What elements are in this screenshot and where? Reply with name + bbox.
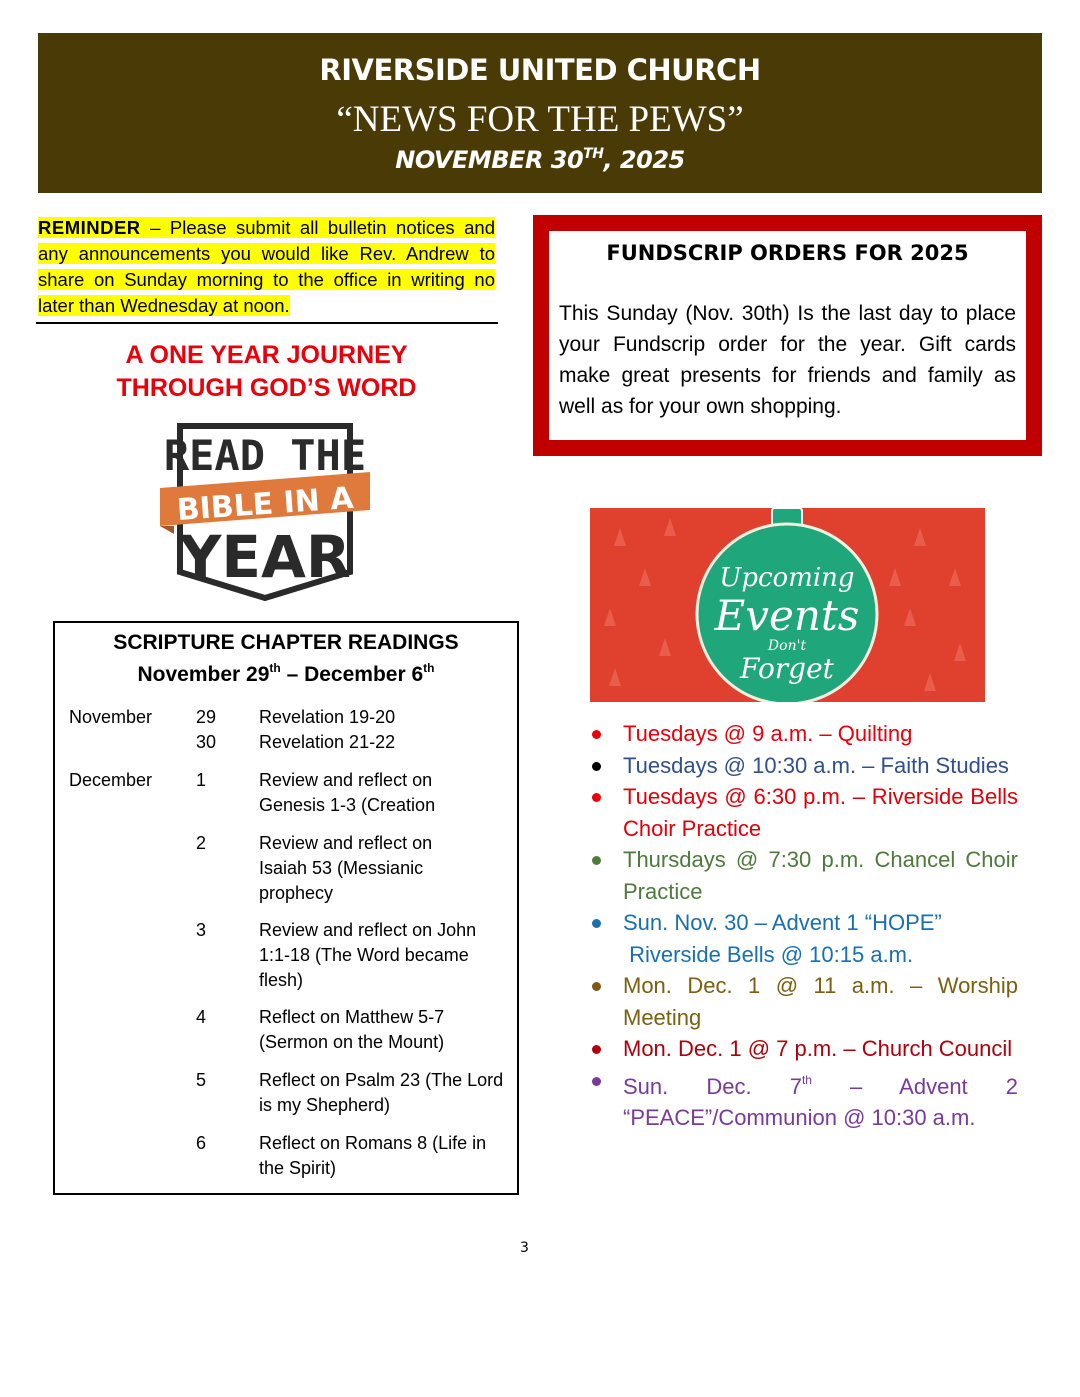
reading-text: Review and reflect on Genesis 1-3 (Creation xyxy=(259,770,436,815)
event-text: Mon. Dec. 1 @ 11 a.m. – Worship Meeting xyxy=(623,973,1018,1030)
readings-date-range xyxy=(55,661,517,687)
event-item xyxy=(590,750,1018,782)
issue-date-sup: TH xyxy=(583,146,604,162)
reading-day: 6 xyxy=(196,1133,207,1153)
bullet-icon xyxy=(592,919,601,928)
events-list xyxy=(590,718,1018,1134)
journey-line-1: A ONE YEAR JOURNEY xyxy=(125,341,408,369)
bullet-icon xyxy=(592,856,601,865)
range-end: – December 6 xyxy=(280,663,424,686)
event-item xyxy=(590,970,1018,1033)
logo-line-1: READ THE xyxy=(163,431,367,480)
event-item xyxy=(590,1033,1018,1065)
fundscrip-title: FUNDSCRIP ORDERS FOR 2025 xyxy=(606,241,969,265)
event-text: Thursdays @ 7:30 p.m. Chancel Choir Practice xyxy=(623,847,1018,904)
reminder-notice xyxy=(38,215,495,319)
reminder-lead: REMINDER xyxy=(38,217,141,238)
range-start-sup: th xyxy=(269,661,281,675)
issue-date xyxy=(38,146,1042,174)
banner-line-1: Upcoming xyxy=(719,563,855,593)
range-start: November 29 xyxy=(137,663,270,686)
reading-day: 5 xyxy=(196,1070,207,1090)
newsletter-title: “NEWS FOR THE PEWS” xyxy=(336,99,744,140)
event-item xyxy=(590,907,1018,970)
event-text: Mon. Dec. 1 @ 7 p.m. – Church Council xyxy=(623,1036,1013,1061)
fundscrip-body: This Sunday (Nov. 30th) Is the last day to place your Fundscrip order for the year. Gift cards make great presents for friends and family as well as for your own shopping. xyxy=(559,302,1016,418)
church-name: RIVERSIDE UNITED CHURCH xyxy=(319,53,761,87)
event-text-line-2: Riverside Bells @ 10:15 a.m. xyxy=(623,941,914,967)
event-text: Sun. Dec. 7 xyxy=(623,1073,802,1099)
divider-rule xyxy=(36,322,498,324)
reading-text: Revelation 19-20 xyxy=(259,707,396,727)
reading-day: 29 xyxy=(196,707,217,727)
reading-text: Reflect on Romans 8 (Life in the Spirit) xyxy=(259,1133,487,1178)
reading-text: Reflect on Psalm 23 (The Lord is my Shepherd) xyxy=(259,1070,504,1115)
fundscrip-inner xyxy=(549,231,1026,440)
banner-line-2: Events xyxy=(714,591,860,640)
page-number: 3 xyxy=(520,1240,529,1256)
reading-day: 30 xyxy=(196,732,217,752)
event-text-rest: – Advent 2 “PEACE”/Communion @ 10:30 a.m. xyxy=(623,1073,1019,1130)
event-item xyxy=(590,844,1018,907)
banner-line-4: Forget xyxy=(740,652,834,685)
bullet-icon xyxy=(592,1045,601,1054)
logo-banner-fold xyxy=(160,526,174,534)
journey-heading xyxy=(38,339,495,405)
reminder-text: – Please submit all bulletin notices and any announcements you would like Rev. Andrew to share on Sunday morning to the office in writing no later than Wednesday at noon. xyxy=(38,217,495,316)
banner-line-3: Don't xyxy=(767,638,807,654)
reading-text: Review and reflect on Isaiah 53 (Messianic prophecy xyxy=(259,833,433,903)
bullet-icon xyxy=(592,1077,601,1086)
journey-line-2: THROUGH GOD’S WORD xyxy=(116,374,417,402)
reading-day: 3 xyxy=(196,920,207,940)
issue-date-year: , 2025 xyxy=(603,146,685,174)
reading-month: December xyxy=(69,770,153,790)
reading-day: 1 xyxy=(196,770,207,790)
reading-day: 4 xyxy=(196,1007,207,1027)
scripture-readings-box xyxy=(53,621,519,1195)
event-item xyxy=(590,1065,1018,1134)
range-end-sup: th xyxy=(423,661,435,675)
reading-text: Review and reflect on John 1:1-18 (The Word became flesh) xyxy=(259,920,477,990)
reminder-highlight xyxy=(38,217,495,316)
event-text: Sun. Nov. 30 – Advent 1 “HOPE” xyxy=(623,910,942,935)
upcoming-events-banner xyxy=(590,508,985,702)
event-text: Tuesdays @ 10:30 a.m. – Faith Studies xyxy=(623,752,1009,778)
bullet-icon xyxy=(592,730,601,739)
reading-month: November xyxy=(69,707,153,727)
event-item xyxy=(590,718,1018,750)
event-text: Tuesdays @ 6:30 p.m. – Riverside Bells Choir Practice xyxy=(623,784,1018,841)
reading-day: 2 xyxy=(196,833,207,853)
fundscrip-box xyxy=(533,215,1042,456)
event-item xyxy=(590,781,1018,844)
logo-line-2: BIBLE IN A xyxy=(175,480,355,529)
reading-text: Revelation 21-22 xyxy=(259,732,396,752)
bullet-icon xyxy=(592,762,601,771)
event-text-sup: th xyxy=(801,1072,812,1087)
reading-text: Reflect on Matthew 5-7 (Sermon on the Mount) xyxy=(259,1007,445,1052)
bullet-icon xyxy=(592,982,601,991)
masthead xyxy=(38,33,1042,193)
event-text: Tuesdays @ 9 a.m. – Quilting xyxy=(623,721,913,746)
bible-in-a-year-logo xyxy=(160,422,370,602)
bullet-icon xyxy=(592,793,601,802)
readings-title: SCRIPTURE CHAPTER READINGS xyxy=(113,631,459,654)
logo-line-3: YEAR xyxy=(179,523,351,591)
issue-date-main: NOVEMBER 30 xyxy=(395,146,584,174)
